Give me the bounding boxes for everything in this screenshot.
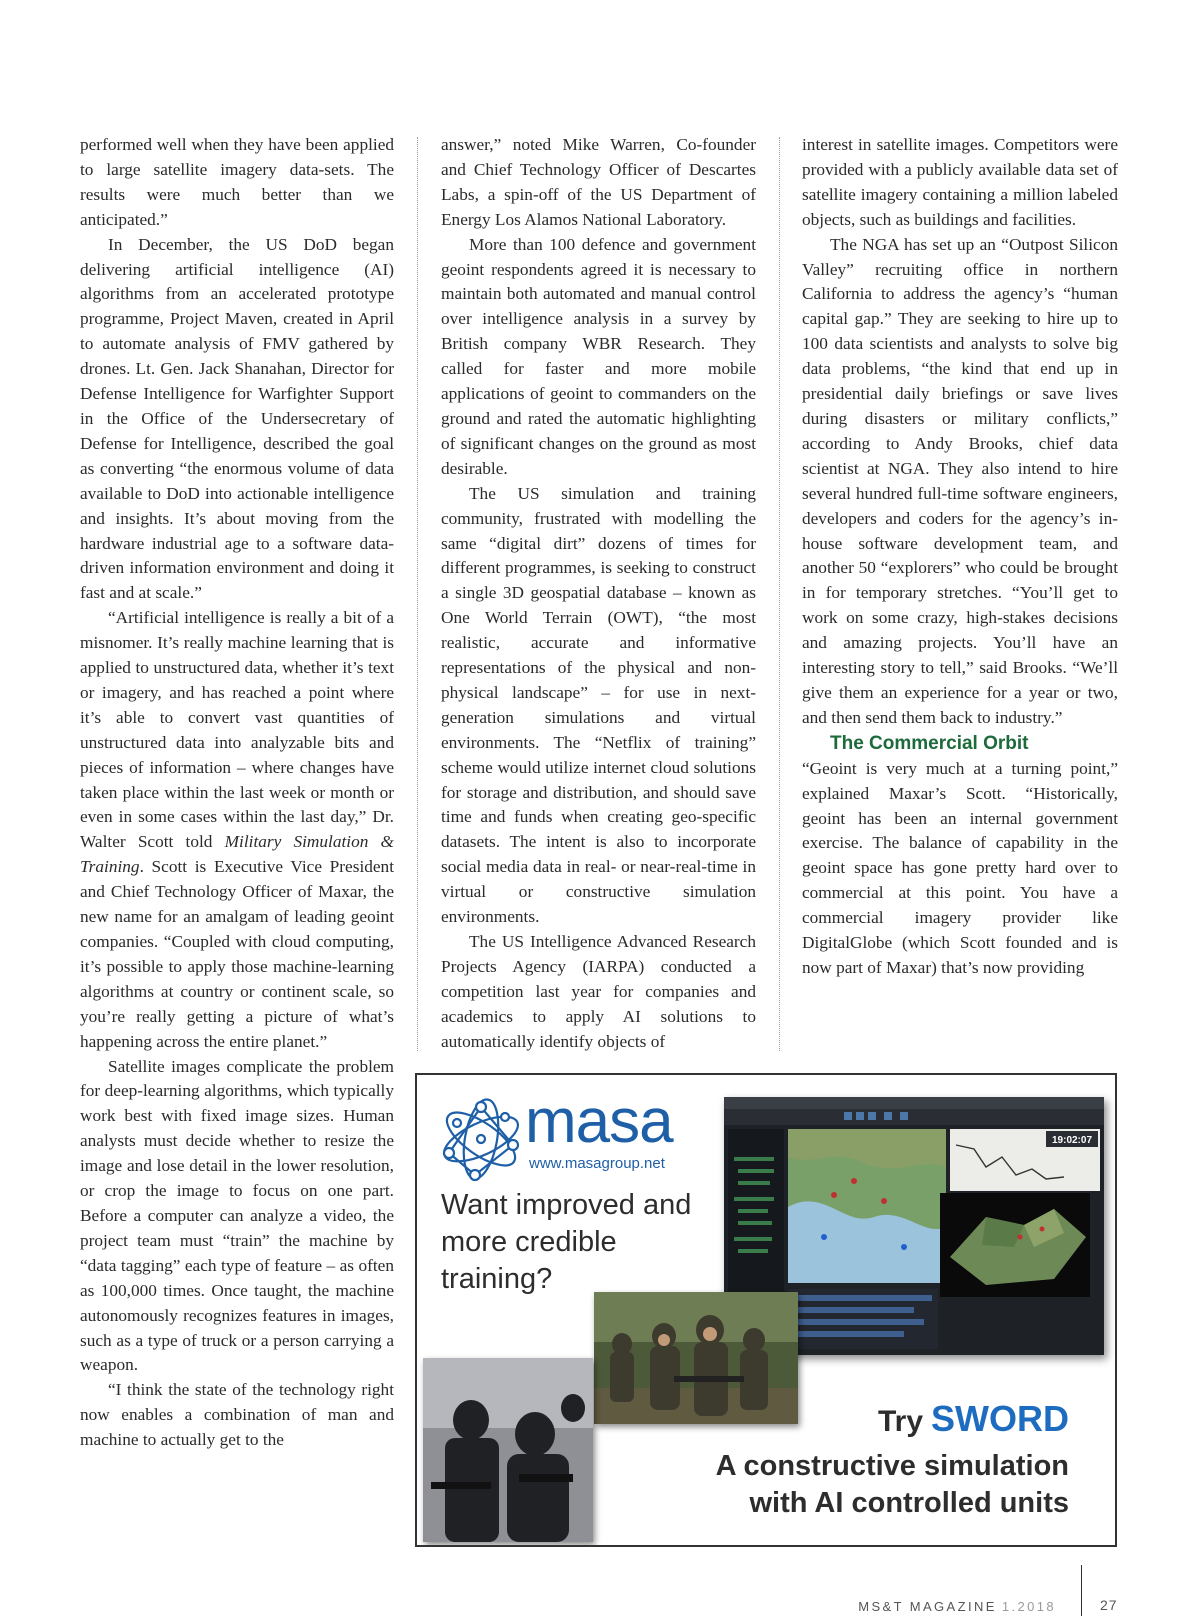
ad-tagline: A constructive simulation with AI controlled units <box>715 1450 1069 1519</box>
article-paragraph: More than 100 defence and government geoint respondents agreed it is necessary to maintain both automated and manual control over intelligence analysis in a survey by British company WBR Research. They called for faster and more mobile applications of geoint to commanders on the ground and rated the automatic highlighting of significant changes on the ground as most desirable. <box>441 234 756 478</box>
column-divider <box>417 137 418 1051</box>
try-label: Try <box>877 1405 923 1438</box>
sword-product-name: SWORD <box>931 1398 1069 1439</box>
sim-clock: 19:02:07 <box>1051 1135 1093 1146</box>
publication-title: Military Simulation & Training <box>80 832 395 877</box>
article-paragraph: “Artificial intelligence is really a bit of a misnomer. It’s really machine learning that is applied to unstructured data, whether it’s text or imagery, and has reached a point where it’s able to convert vast quantities of unstructured data into analyzable bits and pieces of information – where changes have taken place within the last week or month or even in some cases within the last day,” Dr. Walter Scott told Military Simulation & Training. Scott is Executive Vice President and Chief Technology Officer of Maxar, the new name for an amalgam of leading geoint companies. “Coupled with cloud computing, it’s possible to apply those machine-learning algorithms at country or continent scale, so you’re really getting a picture of what’s happening across the entire planet.” <box>80 608 395 1051</box>
special-forces-photo <box>423 1358 593 1542</box>
article-paragraph: “I think the state of the technology right now enables a combination of man and machine to actually get to the <box>80 1380 394 1450</box>
article-column-3 <box>802 133 1118 981</box>
article-paragraph: interest in satellite images. Competitors were provided with a publicly available data set of satellite imagery containing a million labeled objects, such as buildings and facilities. <box>802 135 1118 229</box>
section-subheading: The Commercial Orbit <box>830 732 1029 754</box>
article-paragraph: The NGA has set up an “Outpost Silicon Valley” recruiting office in northern California to address the agency’s “human capital gap.” They are seeking to hire up to 100 data scientists and analysts to solve big data problems, “the kind that end up in presidential daily briefings or save lives during disasters or military conflicts,” according to Andy Brooks, chief data scientist at NGA. They also intend to hire several hundred full-time software engineers, developers and coders for the agency’s in-house software development team, and another 50 “explorers” who could be brought in for temporary stretches. “You’ll get to work on some crazy, high-stakes decisions and amazing projects. You’ll have an interesting story to tell,” said Brooks. “We’ll give them an experience for a year or two, and then send them back to industry.” <box>802 234 1118 727</box>
masa-globe-logo-icon <box>435 1093 527 1185</box>
article-paragraph: The US simulation and training community, frustrated with modelling the same “digital dirt” dozens of times for different programmes, is seeking to construct a single 3D geospatial database – known as One World Terrain (OWT), “the most realistic, accurate and informative representations of the physical and non-physical landscape” – for use in next-generation simulations and virtual environments. The “Netflix of training” scheme would utilize internet cloud solutions for storage and distribution, and should save time and funds when creating geo-specific datasets. The intent is also to incorporate social media data in real- or near-real-time in virtual or constructive simulation environments. <box>441 483 756 927</box>
magazine-footer <box>858 1599 1056 1614</box>
soldiers-forest-photo <box>594 1292 798 1424</box>
page-number: 27 <box>1100 1597 1118 1613</box>
article-column-2 <box>441 133 756 1055</box>
article-paragraph: answer,” noted Mike Warren, Co-founder and Chief Technology Officer of Descartes Labs, a spin-off of the US Department of Energy Los Alamos National Laboratory. <box>441 135 756 229</box>
article-paragraph: In December, the US DoD began delivering artificial intelligence (AI) algorithms from an accelerated prototype programme, Project Maven, created in April to automate analysis of FMV gathered by drones. Lt. Gen. Jack Shanahan, Director for Defense Intelligence for Warfighter Support in the Office of the Undersecretary of Defense for Intelligence, described the goal as converting “the enormous volume of data available to DoD into actionable intelligence and insights. It’s about moving from the hardware industrial age to a software data-driven information environment and doing it fast and at scale.” <box>80 234 394 603</box>
issue-number: 1.2018 <box>1001 1599 1056 1614</box>
masa-brand-name: masa <box>525 1087 673 1156</box>
article-paragraph: The US Intelligence Advanced Research Projects Agency (IARPA) conducted a competition last year for companies and academics to apply AI solutions to automatically identify objects of <box>441 932 756 1051</box>
ad-headline: Want improved and more credible training? <box>441 1189 692 1295</box>
ad-try-line <box>878 1399 1069 1442</box>
article-column-1 <box>80 133 394 1453</box>
magazine-name: MS&T MAGAZINE <box>858 1599 997 1614</box>
footer-divider <box>1081 1565 1082 1616</box>
column-divider <box>779 137 780 1051</box>
masa-website-link[interactable]: www.masagroup.net <box>529 1155 665 1172</box>
article-paragraph: Satellite images complicate the problem for deep-learning algorithms, which typically work best with fixed image sizes. Human analysts must decide whether to resize the image and lose detail in the lower resolution, or crop the image to focus on one part. Before a computer can analyze a video, the project team must “train” the machine by “data tagging” each type of feature – as often as 100,000 times. Once taught, the machine autonomously recognizes features in images, such as a type of truck or a person carrying a weapon. <box>80 1056 394 1375</box>
article-paragraph: “Geoint is very much at a turning point,” explained Maxar’s Scott. “Historically, geoint has been an internal government exercise. The balance of capability in the geoint space has gone pretty hard over to commercial at this point. You have a commercial imagery provider like DigitalGlobe (which Scott founded and is now part of Maxar) that’s now providing <box>802 758 1118 977</box>
article-paragraph: performed well when they have been applied to large satellite imagery data-sets. The results were much better than we anticipated.” <box>80 135 394 229</box>
masa-advertisement[interactable] <box>415 1073 1117 1547</box>
